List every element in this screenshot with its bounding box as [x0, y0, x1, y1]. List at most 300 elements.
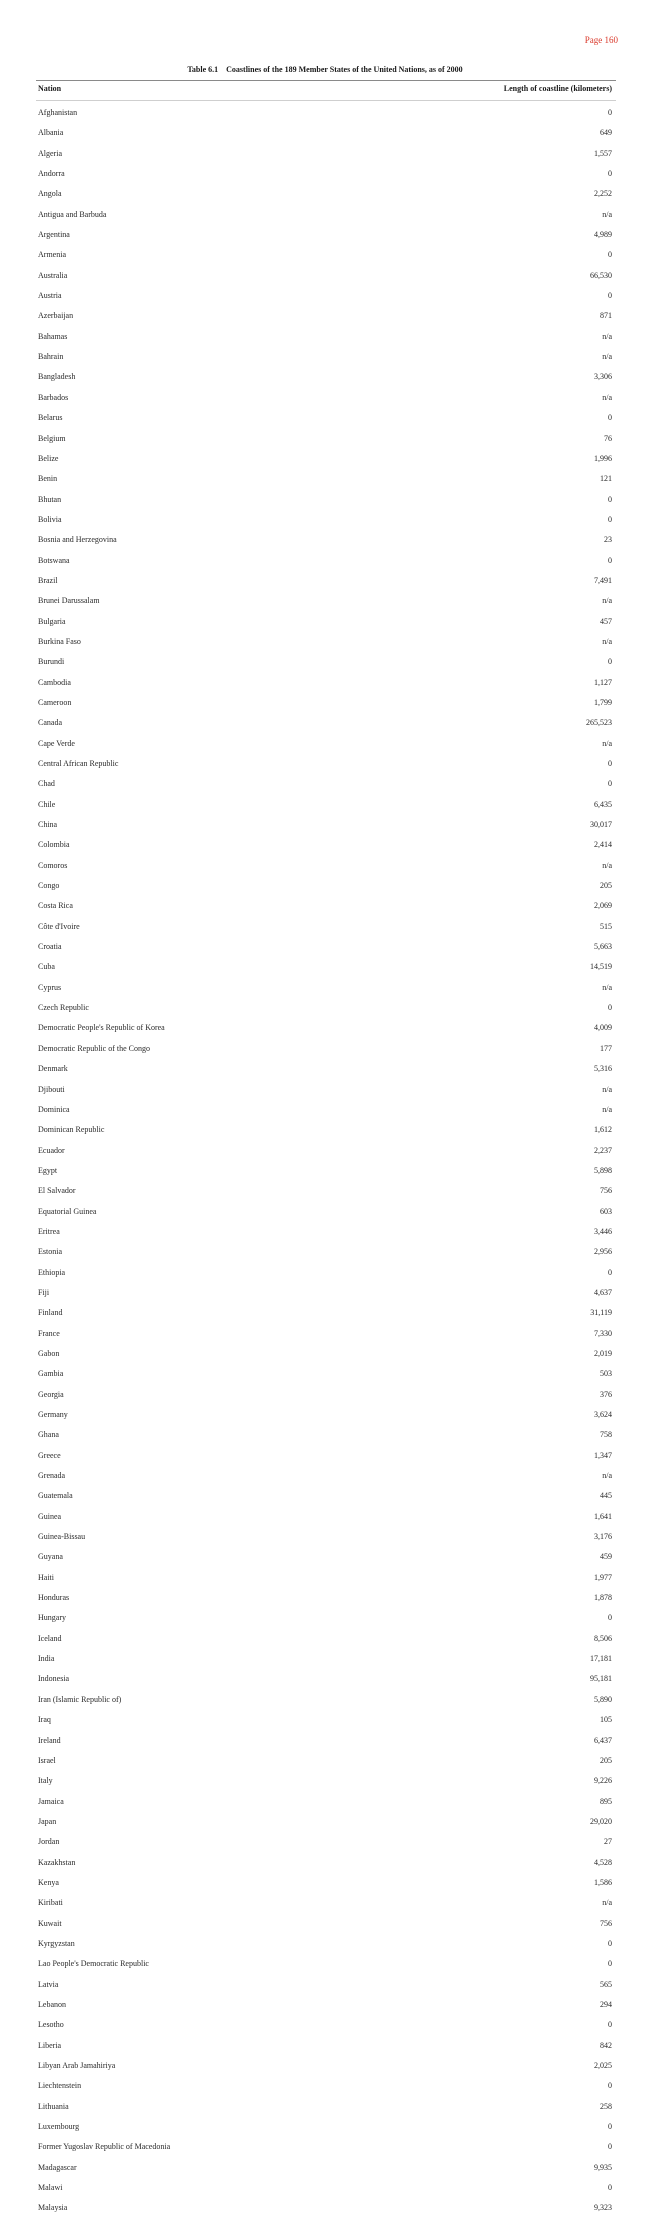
- nation-cell: Israel: [38, 1755, 56, 1765]
- table-row: [38, 1471, 612, 1491]
- table-row: [38, 230, 612, 250]
- table-row: [38, 698, 612, 718]
- coastline-length-cell: 2,025: [594, 2061, 612, 2070]
- nation-cell: Gambia: [38, 1369, 64, 1379]
- nation-cell: Finland: [38, 1308, 63, 1318]
- table-row: [38, 535, 612, 555]
- nation-cell: Albania: [38, 128, 64, 138]
- nation-cell: France: [38, 1328, 60, 1338]
- coastline-length-cell: 5,316: [594, 1064, 612, 1074]
- table-row: [38, 2122, 612, 2142]
- table-row: [38, 779, 612, 799]
- coastline-length-cell: n/a: [602, 331, 612, 341]
- nation-cell: Guatemala: [38, 1491, 73, 1501]
- nation-cell: Japan: [38, 1816, 57, 1826]
- coastline-length-cell: 9,226: [594, 1776, 612, 1786]
- header-bottom-rule: [36, 100, 616, 101]
- table-row: [38, 413, 612, 433]
- nation-cell: Ghana: [38, 1430, 59, 1440]
- table-row: [38, 1776, 612, 1796]
- table-row: [38, 495, 612, 515]
- table-row: [38, 1898, 612, 1918]
- table-row: [38, 2061, 612, 2081]
- nation-cell: Algeria: [38, 148, 62, 158]
- table-body: [38, 108, 612, 2224]
- coastline-length-cell: 0: [608, 108, 612, 117]
- table-caption: [0, 65, 650, 74]
- coastline-length-cell: 177: [600, 1043, 612, 1053]
- table-row: [38, 1288, 612, 1308]
- coastline-length-cell: n/a: [602, 392, 612, 402]
- coastline-length-cell: 23: [604, 535, 612, 545]
- nation-cell: Bahrain: [38, 352, 64, 362]
- coastline-length-cell: 1,977: [594, 1572, 612, 1582]
- table-row: [38, 250, 612, 270]
- table-row: [38, 2163, 612, 2183]
- nation-cell: Australia: [38, 270, 68, 280]
- table-row: [38, 2020, 612, 2040]
- coastline-length-cell: 9,935: [594, 2162, 612, 2172]
- table-row: [38, 169, 612, 189]
- table-row: [38, 1003, 612, 1023]
- nation-cell: Jamaica: [38, 1796, 64, 1806]
- coastline-length-cell: 5,663: [594, 942, 612, 952]
- nation-cell: Bangladesh: [38, 372, 76, 382]
- table-row: [38, 1959, 612, 1979]
- nation-cell: Bolivia: [38, 514, 62, 524]
- nation-cell: Cyprus: [38, 982, 62, 992]
- nation-cell: Belize: [38, 453, 59, 463]
- coastline-length-cell: 1,127: [594, 677, 612, 687]
- coastline-length-cell: n/a: [602, 596, 612, 606]
- coastline-length-cell: n/a: [602, 352, 612, 362]
- table-row: [38, 2183, 612, 2203]
- coastline-length-cell: 2,414: [594, 840, 612, 850]
- column-header-coastline-length: Length of coastline (kilometers): [503, 84, 612, 93]
- nation-cell: Ethiopia: [38, 1267, 66, 1277]
- nation-cell: Germany: [38, 1410, 68, 1419]
- table-row: [38, 1593, 612, 1613]
- nation-cell: Afghanistan: [38, 108, 78, 117]
- table-row: [38, 1105, 612, 1125]
- coastline-length-cell: 0: [608, 413, 612, 423]
- coastline-length-cell: 5,890: [594, 1694, 612, 1704]
- coastline-length-cell: 4,528: [594, 1857, 612, 1867]
- table-row: [38, 1247, 612, 1267]
- table-row: [38, 1430, 612, 1450]
- table-row: [38, 1817, 612, 1837]
- table-row: [38, 2041, 612, 2061]
- header-top-rule: [36, 80, 616, 81]
- nation-cell: Haiti: [38, 1572, 54, 1582]
- coastline-length-cell: 758: [600, 1430, 612, 1440]
- coastline-length-cell: 0: [608, 2183, 612, 2193]
- table-row: [38, 1207, 612, 1227]
- nation-cell: Lao People's Democratic Republic: [38, 1959, 149, 1969]
- nation-cell: Fiji: [38, 1287, 50, 1297]
- table-row: [38, 1085, 612, 1105]
- nation-cell: Burundi: [38, 657, 65, 667]
- coastline-length-cell: 603: [600, 1206, 612, 1216]
- table-row: [38, 372, 612, 392]
- nation-cell: Egypt: [38, 1165, 58, 1175]
- table-row: [38, 515, 612, 535]
- nation-cell: Indonesia: [38, 1674, 70, 1684]
- coastline-length-cell: 4,989: [594, 230, 612, 240]
- table-row: [38, 1349, 612, 1369]
- table-row: [38, 1044, 612, 1064]
- nation-cell: Grenada: [38, 1471, 66, 1481]
- nation-cell: Equatorial Guinea: [38, 1206, 97, 1216]
- table-row: [38, 1878, 612, 1898]
- table-row: [38, 1736, 612, 1756]
- table-row: [38, 637, 612, 657]
- table-row: [38, 1491, 612, 1511]
- table-row: [38, 1837, 612, 1857]
- coastline-length-cell: 0: [608, 759, 612, 768]
- table-row: [38, 1186, 612, 1206]
- coastline-length-cell: 31,119: [590, 1308, 612, 1318]
- coastline-length-cell: 66,530: [590, 270, 612, 280]
- coastline-length-cell: 9,323: [594, 2203, 612, 2213]
- table-row: [38, 881, 612, 901]
- table-row: [38, 1532, 612, 1552]
- coastline-length-cell: 0: [608, 250, 612, 260]
- nation-cell: Chad: [38, 779, 55, 789]
- coastline-length-cell: 4,009: [594, 1023, 612, 1033]
- table-row: [38, 901, 612, 921]
- coastline-length-cell: 27: [604, 1837, 612, 1847]
- table-row: [38, 210, 612, 230]
- nation-cell: Georgia: [38, 1389, 64, 1399]
- coastline-length-cell: 0: [608, 555, 612, 565]
- table-row: [38, 1858, 612, 1878]
- coastline-length-cell: 445: [600, 1491, 612, 1501]
- nation-cell: Botswana: [38, 555, 70, 565]
- nation-cell: Czech Republic: [38, 1003, 89, 1013]
- column-header-nation: Nation: [38, 84, 62, 93]
- coastline-length-cell: 258: [600, 2101, 612, 2111]
- coastline-length-cell: 1,347: [594, 1450, 612, 1460]
- nation-cell: Bulgaria: [38, 616, 66, 626]
- nation-cell: Côte d'Ivoire: [38, 921, 80, 931]
- coastline-length-cell: 0: [608, 2020, 612, 2030]
- coastline-length-cell: 205: [600, 1755, 612, 1765]
- coastline-length-cell: n/a: [602, 1898, 612, 1908]
- nation-cell: Kazakhstan: [38, 1857, 76, 1867]
- nation-cell: Central African Republic: [38, 759, 119, 768]
- table-row: [38, 108, 612, 128]
- table-row: [38, 332, 612, 352]
- coastline-length-cell: 4,637: [594, 1287, 612, 1297]
- coastline-length-cell: 0: [608, 2142, 612, 2152]
- coastline-length-cell: 756: [600, 1186, 612, 1196]
- nation-cell: Kenya: [38, 1877, 59, 1887]
- page-number: Page 160: [584, 35, 618, 45]
- coastline-length-cell: 871: [600, 311, 612, 321]
- nation-cell: Denmark: [38, 1064, 68, 1074]
- table-row: [38, 352, 612, 372]
- nation-cell: Dominican Republic: [38, 1125, 105, 1135]
- nation-cell: Cambodia: [38, 677, 71, 687]
- nation-cell: Estonia: [38, 1247, 62, 1257]
- coastline-length-cell: 17,181: [590, 1654, 612, 1664]
- nation-cell: Jordan: [38, 1837, 60, 1847]
- table-row: [38, 1573, 612, 1593]
- nation-cell: Cuba: [38, 962, 55, 972]
- nation-cell: Cape Verde: [38, 738, 75, 748]
- table-label: Table 6.1: [187, 65, 219, 74]
- coastline-length-cell: 265,523: [586, 718, 612, 728]
- coastline-length-cell: 457: [600, 616, 612, 626]
- coastline-length-cell: 7,491: [594, 575, 612, 585]
- table-row: [38, 1613, 612, 1633]
- table-row: [38, 759, 612, 779]
- coastline-length-cell: 0: [608, 2081, 612, 2091]
- table-row: [38, 1308, 612, 1328]
- coastline-length-cell: 3,306: [594, 372, 612, 382]
- nation-cell: Bosnia and Herzegovina: [38, 535, 117, 545]
- coastline-length-cell: n/a: [602, 1471, 612, 1481]
- coastline-length-cell: 515: [600, 921, 612, 931]
- nation-cell: Malawi: [38, 2183, 63, 2193]
- nation-cell: Hungary: [38, 1613, 66, 1623]
- coastline-length-cell: 95,181: [590, 1674, 612, 1684]
- coastline-length-cell: 503: [600, 1369, 612, 1379]
- nation-cell: Canada: [38, 718, 62, 728]
- nation-cell: Italy: [38, 1776, 53, 1786]
- nation-cell: Andorra: [38, 169, 65, 179]
- table-row: [38, 2081, 612, 2101]
- nation-cell: Chile: [38, 799, 56, 809]
- nation-cell: Armenia: [38, 250, 66, 260]
- table-row: [38, 434, 612, 454]
- coastline-length-cell: 0: [608, 657, 612, 667]
- nation-cell: Former Yugoslav Republic of Macedonia: [38, 2142, 171, 2152]
- table-row: [38, 1390, 612, 1410]
- table-row: [38, 1451, 612, 1471]
- coastline-length-cell: 1,878: [594, 1593, 612, 1603]
- coastline-length-cell: n/a: [602, 1104, 612, 1114]
- coastline-length-cell: 1,557: [594, 148, 612, 158]
- coastline-length-cell: 0: [608, 169, 612, 179]
- nation-cell: Democratic Republic of the Congo: [38, 1043, 150, 1053]
- nation-cell: Comoros: [38, 860, 68, 870]
- coastline-length-cell: 3,176: [594, 1532, 612, 1542]
- nation-cell: Gabon: [38, 1348, 60, 1358]
- coastline-length-cell: 1,612: [594, 1125, 612, 1135]
- nation-cell: Djibouti: [38, 1084, 65, 1094]
- table-row: [38, 1980, 612, 2000]
- nation-cell: Kuwait: [38, 1918, 62, 1928]
- nation-cell: Croatia: [38, 942, 62, 952]
- coastline-length-cell: 2,019: [594, 1348, 612, 1358]
- table-row: [38, 1268, 612, 1288]
- nation-cell: Barbados: [38, 392, 69, 402]
- coastline-length-cell: n/a: [602, 738, 612, 748]
- coastline-length-cell: 30,017: [590, 820, 612, 830]
- table-row: [38, 1654, 612, 1674]
- table-row: [38, 1227, 612, 1247]
- coastline-length-cell: 0: [608, 1959, 612, 1969]
- table-row: [38, 1410, 612, 1430]
- coastline-length-cell: 895: [600, 1796, 612, 1806]
- nation-cell: Eritrea: [38, 1226, 60, 1236]
- nation-cell: Costa Rica: [38, 901, 73, 911]
- table-row: [38, 1329, 612, 1349]
- nation-cell: China: [38, 820, 58, 830]
- coastline-length-cell: 3,624: [594, 1410, 612, 1419]
- nation-cell: Austria: [38, 291, 62, 301]
- table-row: [38, 271, 612, 291]
- nation-cell: Kyrgyzstan: [38, 1938, 75, 1948]
- nation-cell: Lebanon: [38, 1999, 66, 2009]
- coastline-length-cell: 2,252: [594, 189, 612, 199]
- table-row: [38, 962, 612, 982]
- coastline-length-cell: 76: [604, 433, 612, 443]
- nation-cell: Burkina Faso: [38, 636, 81, 646]
- table-row: [38, 1919, 612, 1939]
- nation-cell: Madagascar: [38, 2162, 77, 2172]
- coastline-length-cell: 7,330: [594, 1328, 612, 1338]
- table-row: [38, 1939, 612, 1959]
- nation-cell: Benin: [38, 474, 58, 484]
- nation-cell: Ecuador: [38, 1145, 65, 1155]
- nation-cell: Iraq: [38, 1715, 51, 1725]
- nation-cell: Bhutan: [38, 494, 62, 504]
- coastline-length-cell: n/a: [602, 982, 612, 992]
- table-row: [38, 1634, 612, 1654]
- coastline-length-cell: 8,506: [594, 1633, 612, 1643]
- nation-cell: Greece: [38, 1450, 61, 1460]
- nation-cell: Liechtenstein: [38, 2081, 82, 2091]
- nation-cell: Angola: [38, 189, 62, 199]
- coastline-length-cell: 0: [608, 1267, 612, 1277]
- nation-cell: India: [38, 1654, 55, 1664]
- table-row: [38, 1064, 612, 1084]
- nation-cell: Colombia: [38, 840, 70, 850]
- coastline-length-cell: 29,020: [590, 1816, 612, 1826]
- nation-cell: Malaysia: [38, 2203, 68, 2213]
- table-row: [38, 1369, 612, 1389]
- nation-cell: Honduras: [38, 1593, 70, 1603]
- table-row: [38, 1166, 612, 1186]
- table-row: [38, 1146, 612, 1166]
- table-row: [38, 1125, 612, 1145]
- coastline-length-cell: 2,069: [594, 901, 612, 911]
- nation-cell: Luxembourg: [38, 2122, 80, 2132]
- coastline-length-cell: 3,446: [594, 1226, 612, 1236]
- table-row: [38, 1552, 612, 1572]
- table-row: [38, 718, 612, 738]
- nation-cell: Lesotho: [38, 2020, 64, 2030]
- coastline-length-cell: 2,956: [594, 1247, 612, 1257]
- table-row: [38, 291, 612, 311]
- nation-cell: Libyan Arab Jamahiriya: [38, 2061, 116, 2070]
- table-row: [38, 1023, 612, 1043]
- coastline-length-cell: 0: [608, 2122, 612, 2132]
- nation-cell: Belarus: [38, 413, 63, 423]
- table-row: [38, 2000, 612, 2020]
- table-row: [38, 393, 612, 413]
- coastline-length-cell: 0: [608, 514, 612, 524]
- coastline-length-cell: 756: [600, 1918, 612, 1928]
- table-row: [38, 739, 612, 759]
- coastline-length-cell: 6,437: [594, 1735, 612, 1745]
- coastline-length-cell: 0: [608, 291, 612, 301]
- nation-cell: Brazil: [38, 575, 58, 585]
- coastline-length-cell: 376: [600, 1389, 612, 1399]
- nation-cell: Iceland: [38, 1633, 62, 1643]
- nation-cell: Antigua and Barbuda: [38, 209, 107, 219]
- nation-cell: Guyana: [38, 1552, 63, 1562]
- nation-cell: Brunei Darussalam: [38, 596, 100, 606]
- table-row: [38, 1695, 612, 1715]
- coastline-length-cell: 1,799: [594, 697, 612, 707]
- table-row: [38, 657, 612, 677]
- nation-cell: Guinea: [38, 1511, 62, 1521]
- coastline-length-cell: n/a: [602, 860, 612, 870]
- table-header-row: [38, 84, 612, 98]
- nation-cell: Ireland: [38, 1735, 61, 1745]
- table-row: [38, 556, 612, 576]
- table-row: [38, 1715, 612, 1735]
- table-row: [38, 576, 612, 596]
- coastline-length-cell: 1,996: [594, 453, 612, 463]
- nation-cell: Lithuania: [38, 2101, 69, 2111]
- table-row: [38, 1674, 612, 1694]
- coastline-length-cell: 121: [600, 474, 612, 484]
- coastline-length-cell: 0: [608, 1613, 612, 1623]
- coastline-length-cell: 1,641: [594, 1511, 612, 1521]
- coastline-length-cell: 0: [608, 1938, 612, 1948]
- coastline-length-cell: 1,586: [594, 1877, 612, 1887]
- table-row: [38, 128, 612, 148]
- table-row: [38, 454, 612, 474]
- table-row: [38, 1797, 612, 1817]
- coastline-length-cell: 459: [600, 1552, 612, 1562]
- table-row: [38, 678, 612, 698]
- coastline-length-cell: 0: [608, 1003, 612, 1013]
- table-row: [38, 922, 612, 942]
- nation-cell: Kiribati: [38, 1898, 63, 1908]
- table-row: [38, 942, 612, 962]
- coastline-length-cell: 565: [600, 1979, 612, 1989]
- nation-cell: Iran (Islamic Republic of): [38, 1694, 122, 1704]
- table-row: [38, 311, 612, 331]
- coastline-length-cell: n/a: [602, 209, 612, 219]
- table-row: [38, 149, 612, 169]
- nation-cell: Belgium: [38, 433, 66, 443]
- nation-cell: Guinea-Bissau: [38, 1532, 86, 1542]
- table-row: [38, 840, 612, 860]
- table-row: [38, 2142, 612, 2162]
- coastline-length-cell: 5,898: [594, 1165, 612, 1175]
- coastline-length-cell: 294: [600, 1999, 612, 2009]
- table-row: [38, 474, 612, 494]
- coastline-length-cell: 0: [608, 779, 612, 789]
- table-row: [38, 2102, 612, 2122]
- nation-cell: Dominica: [38, 1104, 70, 1114]
- nation-cell: Democratic People's Republic of Korea: [38, 1023, 165, 1033]
- table-row: [38, 189, 612, 209]
- table-row: [38, 596, 612, 616]
- table-row: [38, 1512, 612, 1532]
- nation-cell: Bahamas: [38, 331, 68, 341]
- coastline-length-cell: n/a: [602, 1084, 612, 1094]
- nation-cell: Latvia: [38, 1979, 59, 1989]
- nation-cell: El Salvador: [38, 1186, 76, 1196]
